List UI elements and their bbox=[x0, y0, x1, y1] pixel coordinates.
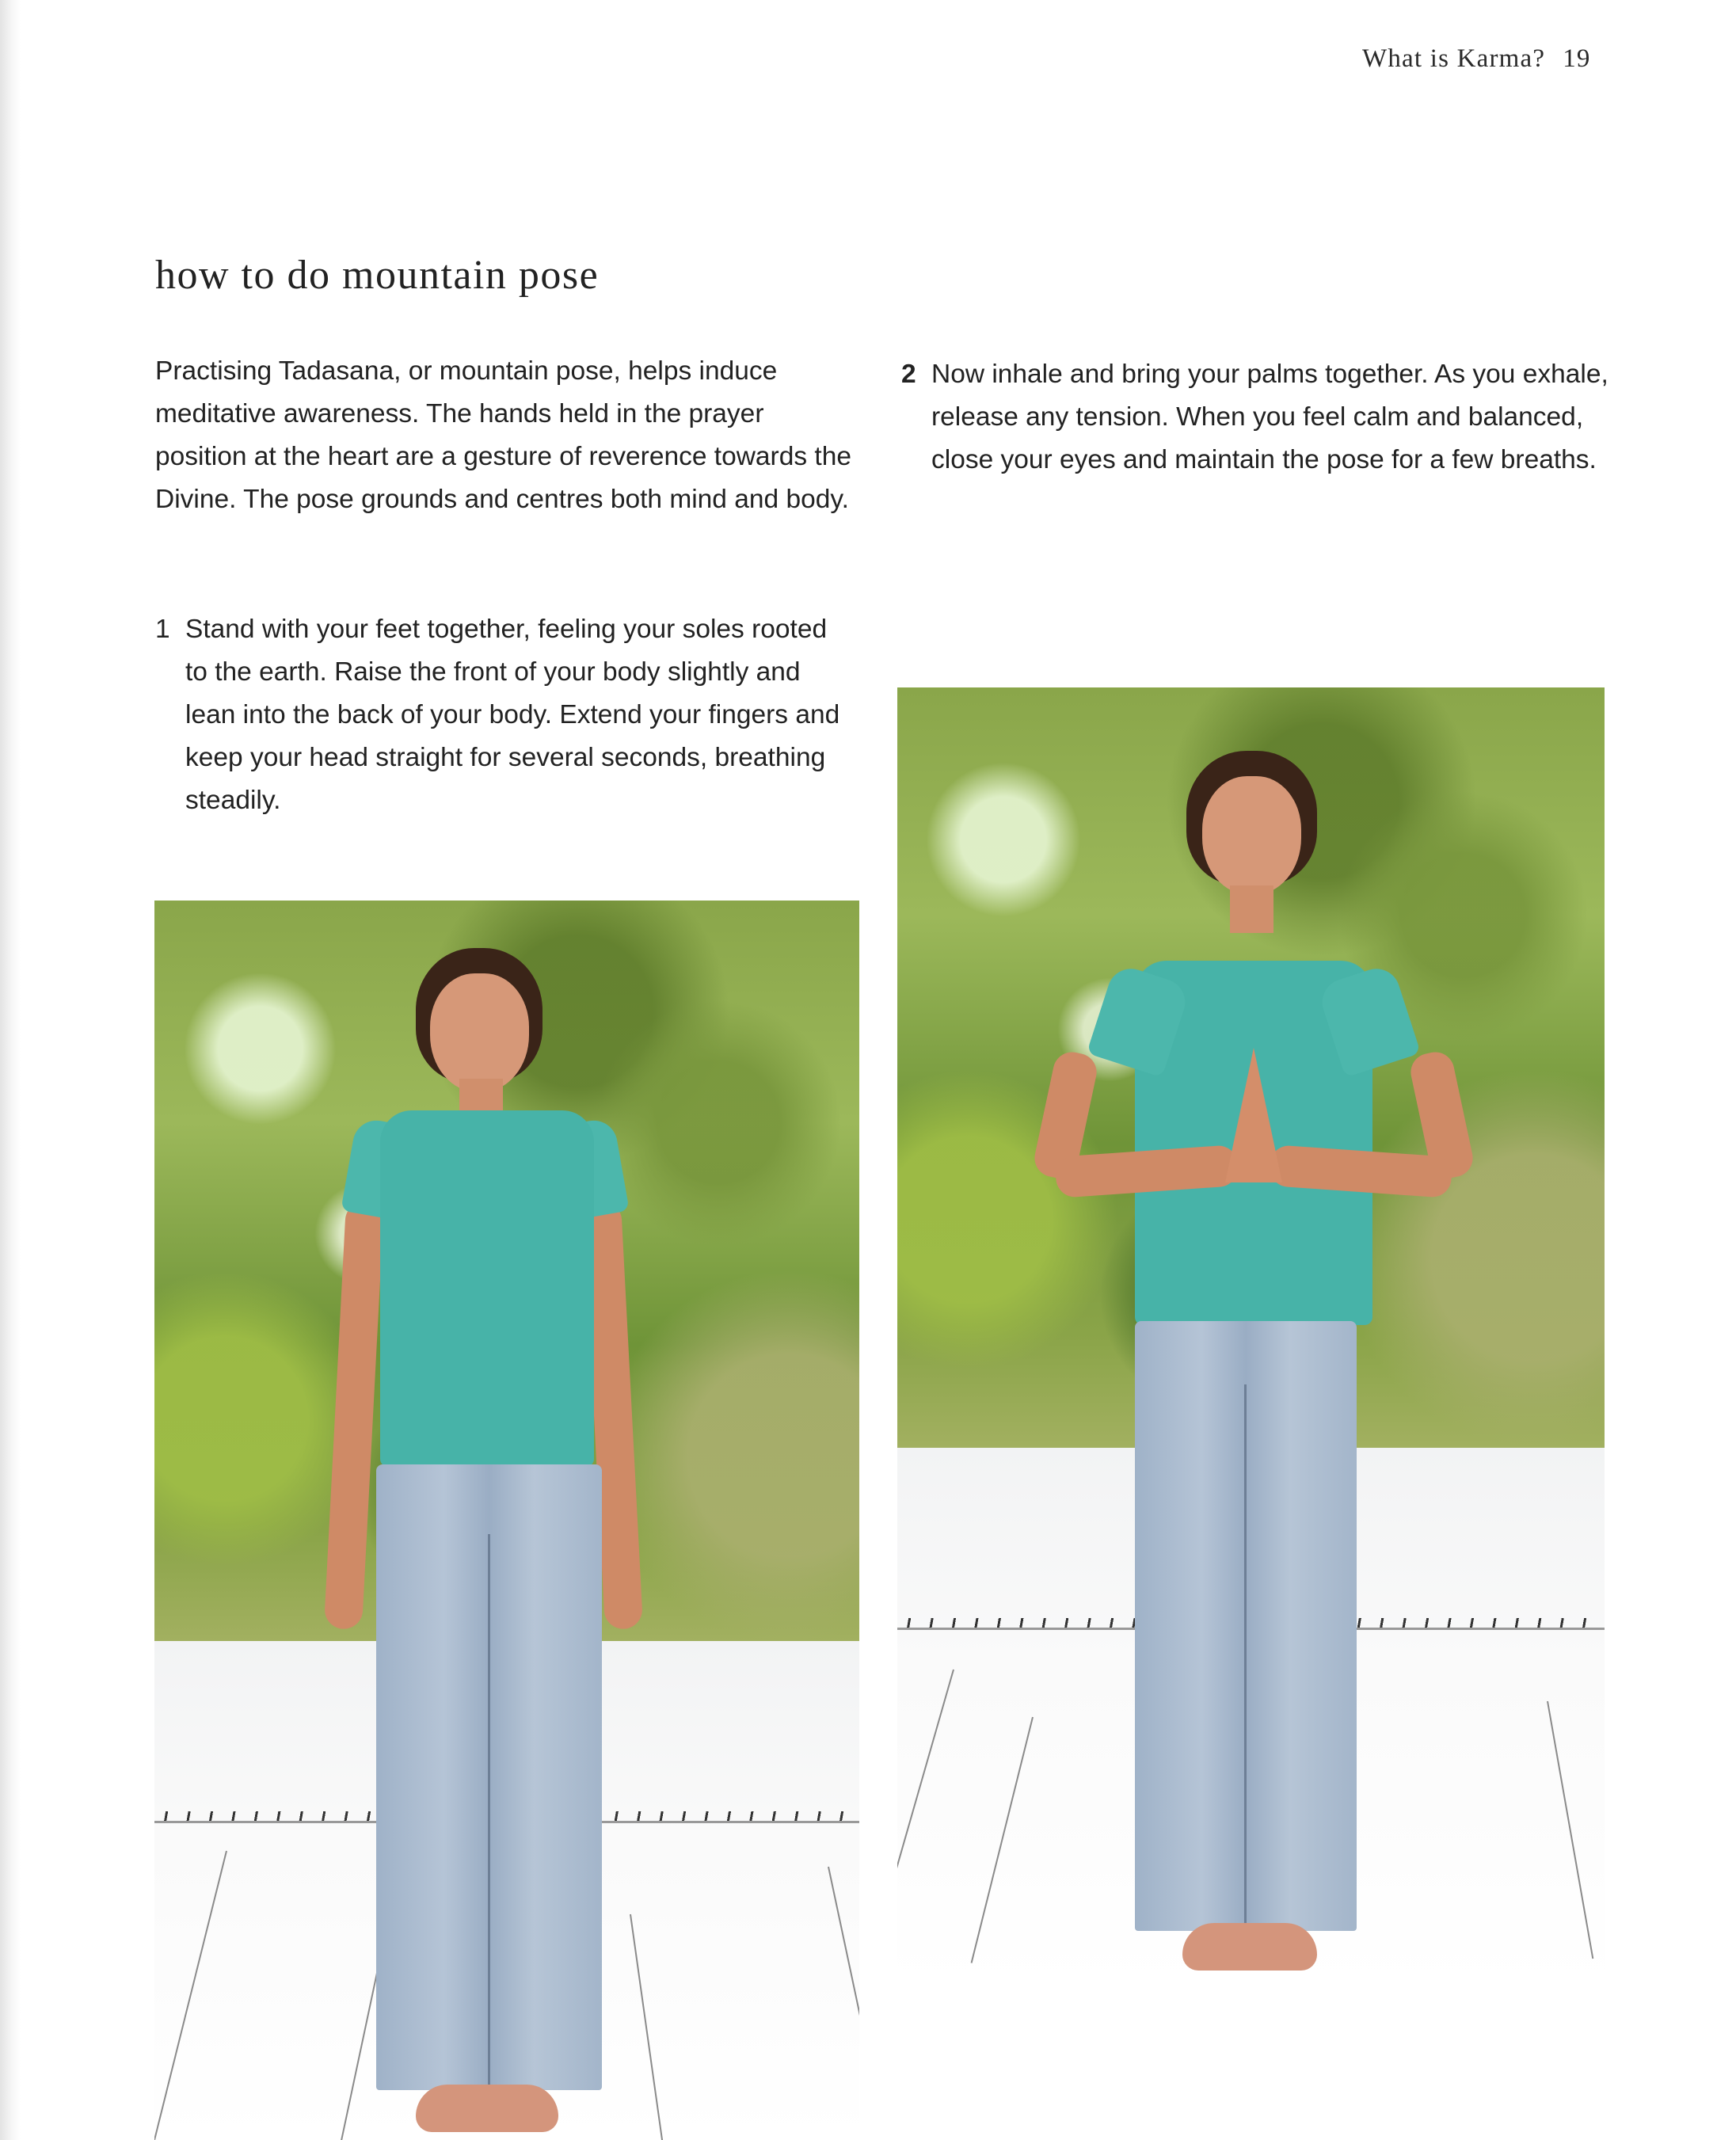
step-text: Stand with your feet together, feeling your soles rooted to the earth. Raise the front of your body slightly and lean into the back of your body. Extend your fingers and keep your head straight for several seconds, breathing steadily. bbox=[185, 615, 840, 815]
left-arm bbox=[324, 1201, 384, 1630]
trouser-leg-split bbox=[488, 1534, 490, 2089]
trouser-leg-split bbox=[1244, 1384, 1247, 1923]
step-number: 1 bbox=[155, 615, 170, 644]
neck bbox=[1230, 885, 1273, 933]
section-title: how to do mountain pose bbox=[155, 253, 600, 298]
bare-feet bbox=[416, 2085, 558, 2132]
page-number: 19 bbox=[1563, 44, 1591, 73]
intro-paragraph: Practising Tadasana, or mountain pose, helps induce meditative awareness. The hands held in the prayer position at the heart are a gesture of reverence towards the Divine. The pose grounds and centres both mind and body. bbox=[155, 356, 851, 514]
photo-mountain-pose-prayer-hands bbox=[897, 687, 1605, 1986]
teal-t-shirt bbox=[380, 1110, 594, 1467]
face bbox=[1202, 776, 1301, 895]
photo-mountain-pose-arms-at-sides bbox=[154, 901, 859, 2140]
step-2 bbox=[901, 353, 1614, 482]
running-head bbox=[1362, 44, 1591, 74]
woman-figure bbox=[154, 901, 859, 2140]
prayer-hands bbox=[1225, 1048, 1282, 1182]
page-gutter-shadow bbox=[0, 0, 21, 2140]
woman-figure bbox=[897, 687, 1605, 1986]
bare-feet bbox=[1182, 1923, 1317, 1971]
step-1 bbox=[155, 608, 852, 822]
step-text: Now inhale and bring your palms together. As you exhale, release any tension. When you feel calm and balanced, close your eyes and maintain the pose for a few breaths. bbox=[931, 360, 1608, 474]
step-number: 2 bbox=[901, 360, 916, 389]
chapter-title: What is Karma? bbox=[1362, 44, 1546, 73]
face bbox=[430, 973, 529, 1092]
